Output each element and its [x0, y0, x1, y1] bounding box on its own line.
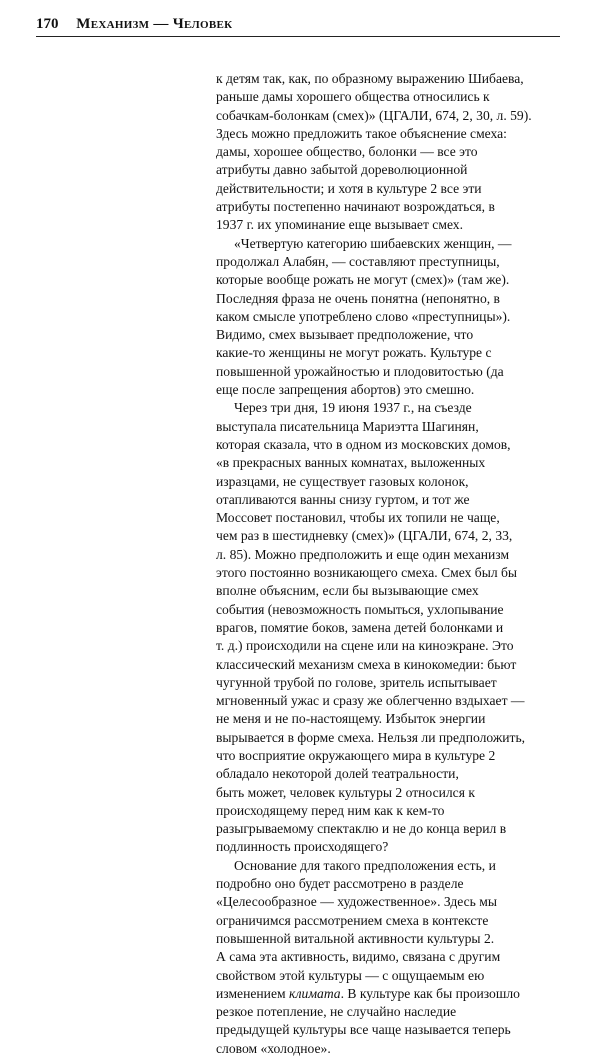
text-line: резкое потепление, не случайно наследие — [216, 1004, 457, 1020]
text-line: чем раз в шестидневку (смех)» (ЦГАЛИ, 674, 2, 33, — [216, 528, 513, 544]
text-line: врагов, помятие боков, замена детей болонками и — [216, 619, 504, 635]
text-line: мгновенный ужас и сразу же облегченно вздыхает — — [216, 693, 525, 709]
text-line: не меня и не по-настоящему. Избыток энергии — [216, 711, 486, 727]
text-line: разыгрываемому спектаклю и не до конца верил в — [216, 821, 507, 837]
text-line: выступала писательница Мариэтта Шагинян, — [216, 418, 479, 434]
text-line: чугунной трубой по голове, зритель испытывает — [216, 674, 497, 690]
text-line: собачкам-болонкам (смех)» (ЦГАЛИ, 674, 2, 30, л. 59). — [216, 107, 532, 123]
text-line: еще после запрещения абортов) это смешно. — [216, 382, 475, 398]
text-run: . В культуре как бы произошло — [340, 985, 520, 1001]
running-title: Механизм — Человек — [76, 16, 233, 32]
text-line: «в прекрасных ванных комнатах, выложенных — [216, 455, 486, 471]
text-line: быть может, человек культуры 2 относился к — [216, 784, 475, 800]
text-line: словом «холодное». — [216, 1040, 331, 1056]
text-line: подлинность происходящего? — [216, 839, 389, 855]
text-line: отапливаются ванны снизу гуртом, и тот же — [216, 491, 470, 507]
text-line: классический механизм смеха в кинокомедии: бьют — [216, 656, 517, 672]
text-line: события (невозможность помыться, ухлопывание — [216, 601, 504, 617]
text-line: «Четвертую категорию шибаевских женщин, — — [234, 235, 512, 251]
text-line: Здесь можно предложить такое объяснение смеха: — [216, 125, 507, 141]
text-line: атрибуты постепенно начинают возрождаться, в — [216, 199, 495, 215]
text-line: Последняя фраза не очень понятна (непонятно, в — [216, 290, 500, 306]
text-line: повышенной урожайностью и плодовитостью (да — [216, 363, 504, 379]
text-line: которая сказала, что в одном из московских домов, — [216, 436, 511, 452]
page-number: 170 — [36, 16, 59, 32]
text-line: вполне объясним, если бы вызывающие смех — [216, 583, 479, 599]
text-line: дамы, хорошее общество, болонки — все это — [216, 144, 478, 160]
text-line: Основание для такого предположения есть, и — [234, 857, 496, 873]
text-line: свойством этой культуры — с ощущаемым ею — [216, 967, 485, 983]
text-line: вырывается в форме смеха. Нельзя ли предположить, — [216, 729, 526, 745]
text-line: л. 85). Можно предположить и еще один механизм — [216, 546, 510, 562]
text-line: подробно оно будет рассмотрено в разделе — [216, 876, 464, 892]
text-line: 1937 г. их упоминание еще вызывает смех. — [216, 217, 463, 233]
text-line: этого постоянно возникающего смеха. Смех был бы — [216, 565, 518, 581]
text-line: атрибуты давно забытой дореволюционной — [216, 162, 468, 178]
text-line: какие-то женщины не могут рожать. Культуре с — [216, 345, 492, 361]
text-line: к детям так, как, по образному выражению Шибаева, — [216, 71, 524, 86]
emphasized-word: климата — [289, 985, 341, 1001]
text-line: действительности; и хотя в культуре 2 все эти — [216, 180, 482, 196]
page-header — [36, 14, 560, 37]
text-line: ограничимся рассмотрением смеха в контексте — [216, 912, 489, 928]
text-line: т. д.) происходили на сцене или на киноэкране. Это — [216, 638, 514, 654]
text-line: обладало некоторой долей театральности, — [216, 766, 459, 782]
body-text — [216, 70, 566, 1058]
text-line: раньше дамы хорошего общества относились к — [216, 89, 490, 105]
text-line: Видимо, смех вызывает предположение, что — [216, 327, 474, 343]
text-line: происходящему перед ним как к кем-то — [216, 802, 445, 818]
text-run: изменением — [216, 985, 286, 1001]
text-line: изразцами, не существует газовых колонок, — [216, 473, 469, 489]
text-line: А сама эта активность, видимо, связана с другим — [216, 949, 501, 965]
text-line: Через три дня, 19 июня 1937 г., на съезде — [234, 400, 472, 416]
text-line: «Целесообразное — художественное». Здесь мы — [216, 894, 498, 910]
text-line: что восприятие окружающего мира в культуре 2 — [216, 747, 496, 763]
text-line: которые вообще рожать не могут (смех)» (там же). — [216, 272, 510, 288]
text-line: предыдущей культуры все чаще называется теперь — [216, 1022, 511, 1038]
text-line: продолжал Алабян, — составляют преступницы, — [216, 253, 500, 269]
text-line-with-emphasis — [216, 985, 566, 1003]
text-line: повышенной витальной активности культуры 2. — [216, 930, 495, 946]
text-line: каком смысле употреблено слово «преступницы»). — [216, 308, 511, 324]
text-line: Моссовет постановил, чтобы их топили не чаще, — [216, 510, 500, 526]
